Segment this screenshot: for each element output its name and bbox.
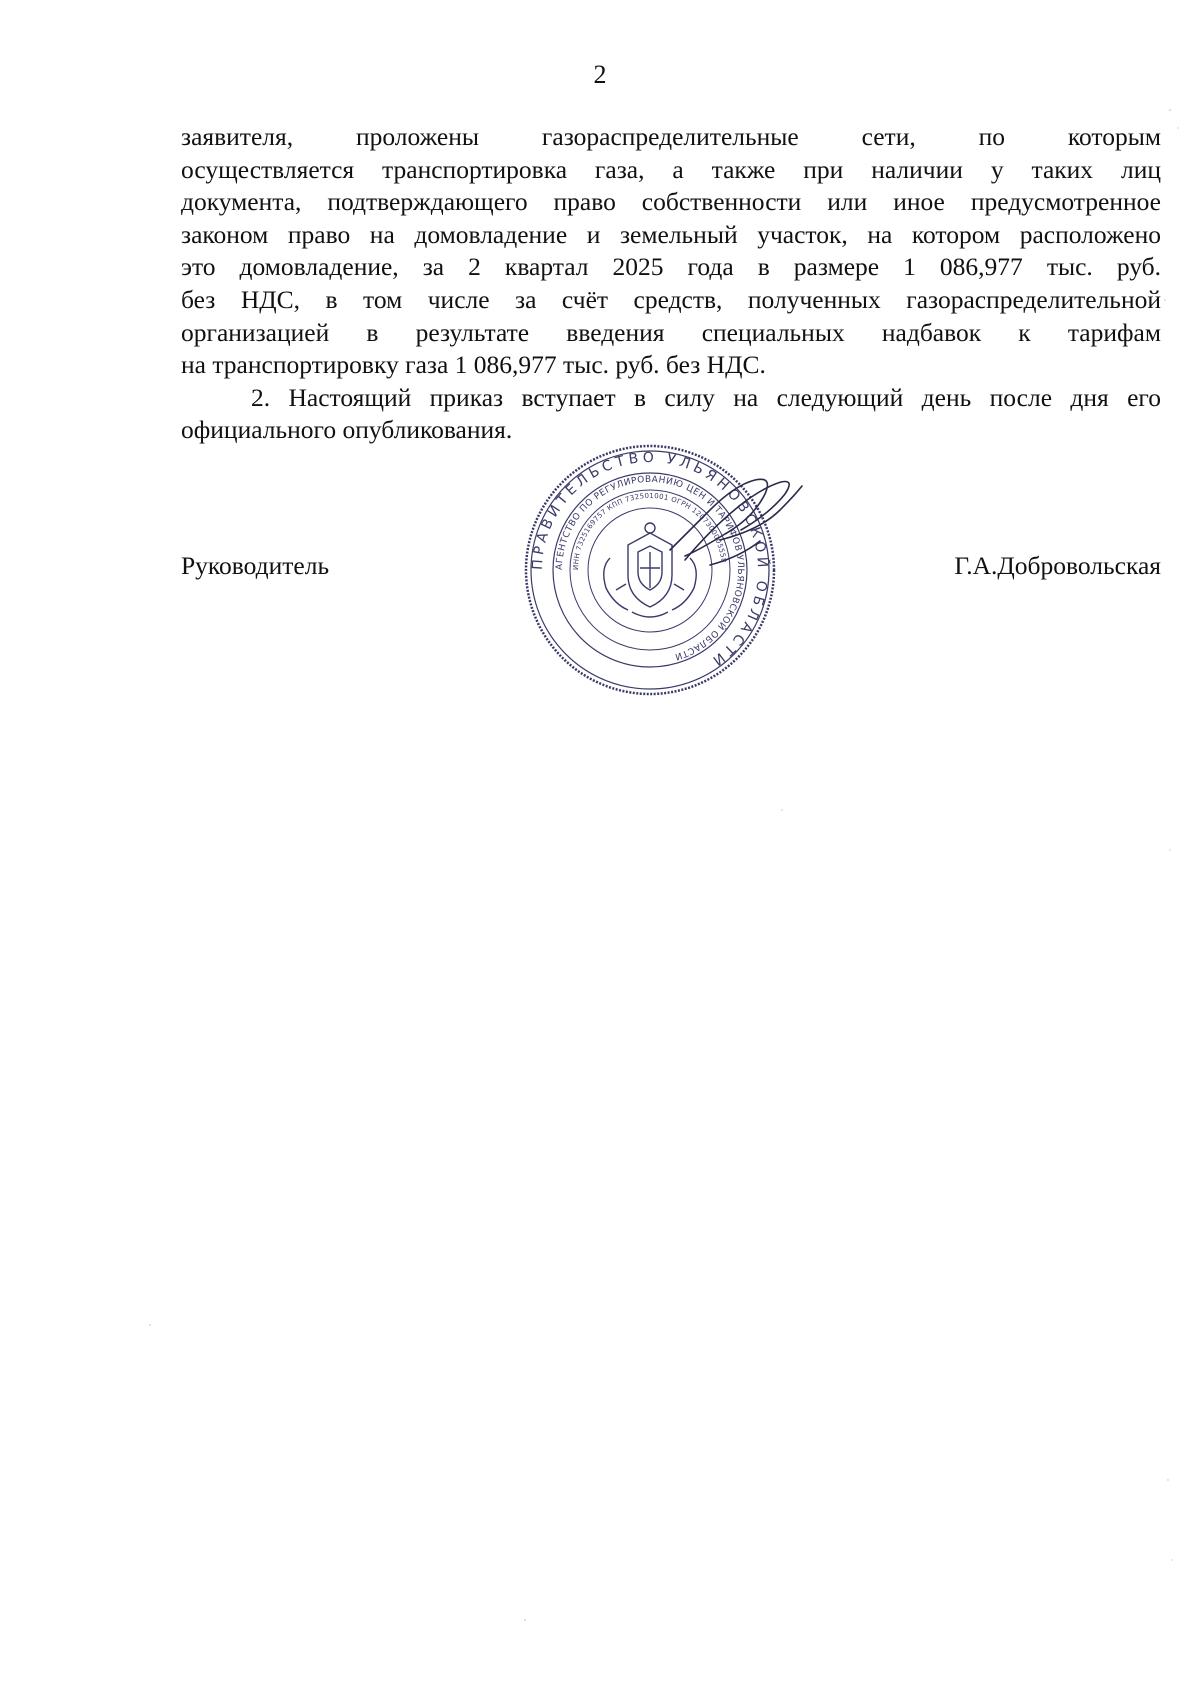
- text-line: законом право на домовладение и земельный участок, на котором расположено: [181, 219, 1161, 249]
- seal-outer-text: ПРАВИТЕЛЬСТВО УЛЬЯНОВСКОЙ ОБЛАСТИ: [529, 449, 771, 671]
- text-line-indented: [181, 382, 1161, 415]
- paragraph-tariff-amount: [181, 121, 1161, 382]
- signer-position: Руководитель: [181, 551, 330, 580]
- text-line: организацией в результате введения специальных надбавок к тарифам: [181, 317, 1161, 347]
- text-line: документа, подтверждающего право собственности или иное предусмотренное: [181, 187, 1161, 217]
- signer-name: Г.А.Добровольская: [954, 551, 1161, 580]
- text-line: на транспортировку газа 1 086,977 тыс. руб. без НДС.: [181, 350, 766, 380]
- text-line: официального опубликования.: [181, 415, 513, 445]
- document-body: [181, 121, 1161, 447]
- text-line: заявителя, проложены газораспределительные сети, по которым: [181, 122, 1161, 151]
- text-line: осуществляется транспортировка газа, а также при наличии у таких лиц: [181, 154, 1161, 184]
- text-line: без НДС, в том числе за счёт средств, полученных газораспределительной: [181, 284, 1161, 314]
- page-number: 2: [593, 60, 607, 89]
- text-line: 2. Настоящий приказ вступает в силу на следующий день после дня его: [251, 382, 1161, 412]
- paragraph-effective-date: [181, 382, 1161, 447]
- handwritten-signature: [650, 470, 820, 580]
- seal-inner-text: ИНН 7325169757 КПП 732501001 ОГРН 1207300005558: [571, 491, 728, 571]
- text-line: это домовладение, за 2 квартал 2025 года в размере 1 086,977 тыс. руб.: [181, 252, 1161, 282]
- seal-middle-text: АГЕНТСТВО ПО РЕГУЛИРОВАНИЮ ЦЕН И ТАРИФОВ УЛЬЯНОВСКОЙ ОБЛАСТИ: [554, 474, 746, 662]
